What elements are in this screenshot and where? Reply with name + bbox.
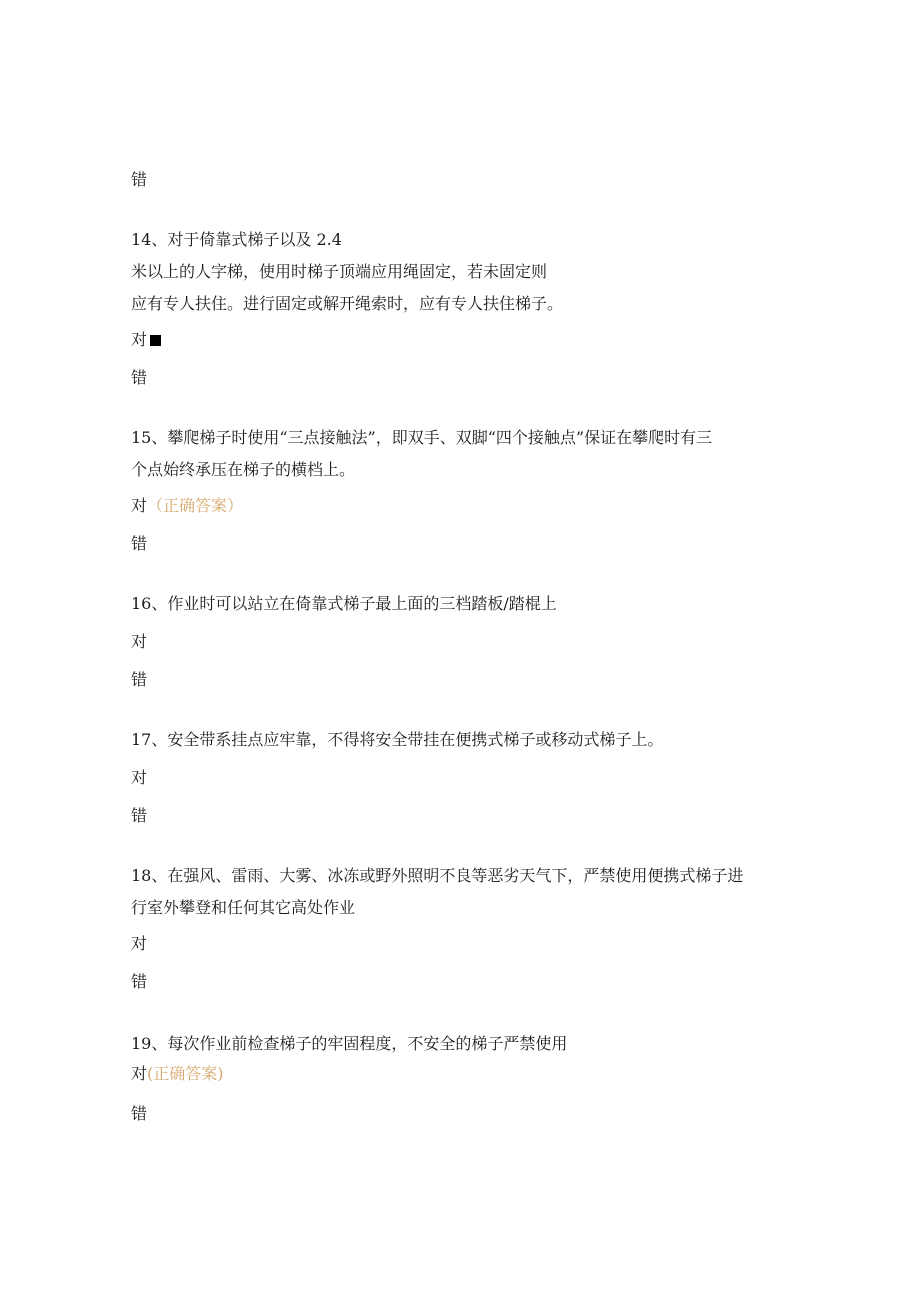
question-18-text-line-2: 行室外攀登和任何其它高处作业 xyxy=(131,898,356,917)
question-17-text-line-1: 17、安全带系挂点应牢靠，不得将安全带挂在便携式梯子或移动式梯子上。 xyxy=(131,730,664,749)
option-right-label: 对 xyxy=(131,330,148,349)
question-14-text-line-2: 米以上的人字梯，使用时梯子顶端应用绳固定，若未固定则 xyxy=(131,262,548,281)
question-14-text-line-3: 应有专人扶住。进行固定或解开绳索时，应有专人扶住梯子。 xyxy=(131,294,564,313)
correct-answer-tag: （正确答案） xyxy=(147,496,244,515)
question-14-option-wrong[interactable]: 错 xyxy=(131,368,148,387)
prev-question-option-wrong: 错 xyxy=(131,170,148,189)
question-15-option-right[interactable] xyxy=(131,496,243,516)
question-18-text-line-1: 18、在强风、雷雨、大雾、冰冻或野外照明不良等恶劣天气下，严禁使用便携式梯子进 xyxy=(131,866,744,885)
question-16-option-wrong[interactable]: 错 xyxy=(131,670,148,689)
option-right-label: 对 xyxy=(131,1064,148,1083)
question-19-option-right[interactable] xyxy=(131,1064,224,1084)
question-17-option-wrong[interactable]: 错 xyxy=(131,806,148,825)
option-right-label: 对 xyxy=(131,496,148,515)
question-15-text-line-2: 个点始终承压在梯子的横档上。 xyxy=(131,460,356,479)
question-18-option-right[interactable]: 对 xyxy=(131,934,148,953)
question-16-option-right[interactable]: 对 xyxy=(131,632,148,651)
question-14-option-right[interactable] xyxy=(131,330,161,350)
question-16-text-line-1: 16、作业时可以站立在倚靠式梯子最上面的三档踏板/踏棍上 xyxy=(131,594,557,613)
correct-answer-tag: (正确答案) xyxy=(147,1064,224,1083)
question-15-option-wrong[interactable]: 错 xyxy=(131,534,148,553)
question-17-option-right[interactable]: 对 xyxy=(131,768,148,787)
question-19-option-wrong[interactable]: 错 xyxy=(131,1104,148,1123)
question-14-text-line-1: 14、对于倚靠式梯子以及 2.4 xyxy=(131,230,342,249)
question-19-text-line-1: 19、每次作业前检查梯子的牢固程度，不安全的梯子严禁使用 xyxy=(131,1034,568,1053)
question-15-text-line-1: 15、攀爬梯子时使用“三点接触法”，即双手、双脚“四个接触点”保证在攀爬时有三 xyxy=(131,428,713,447)
question-18-option-wrong[interactable]: 错 xyxy=(131,972,148,991)
selected-marker-icon xyxy=(150,335,161,346)
